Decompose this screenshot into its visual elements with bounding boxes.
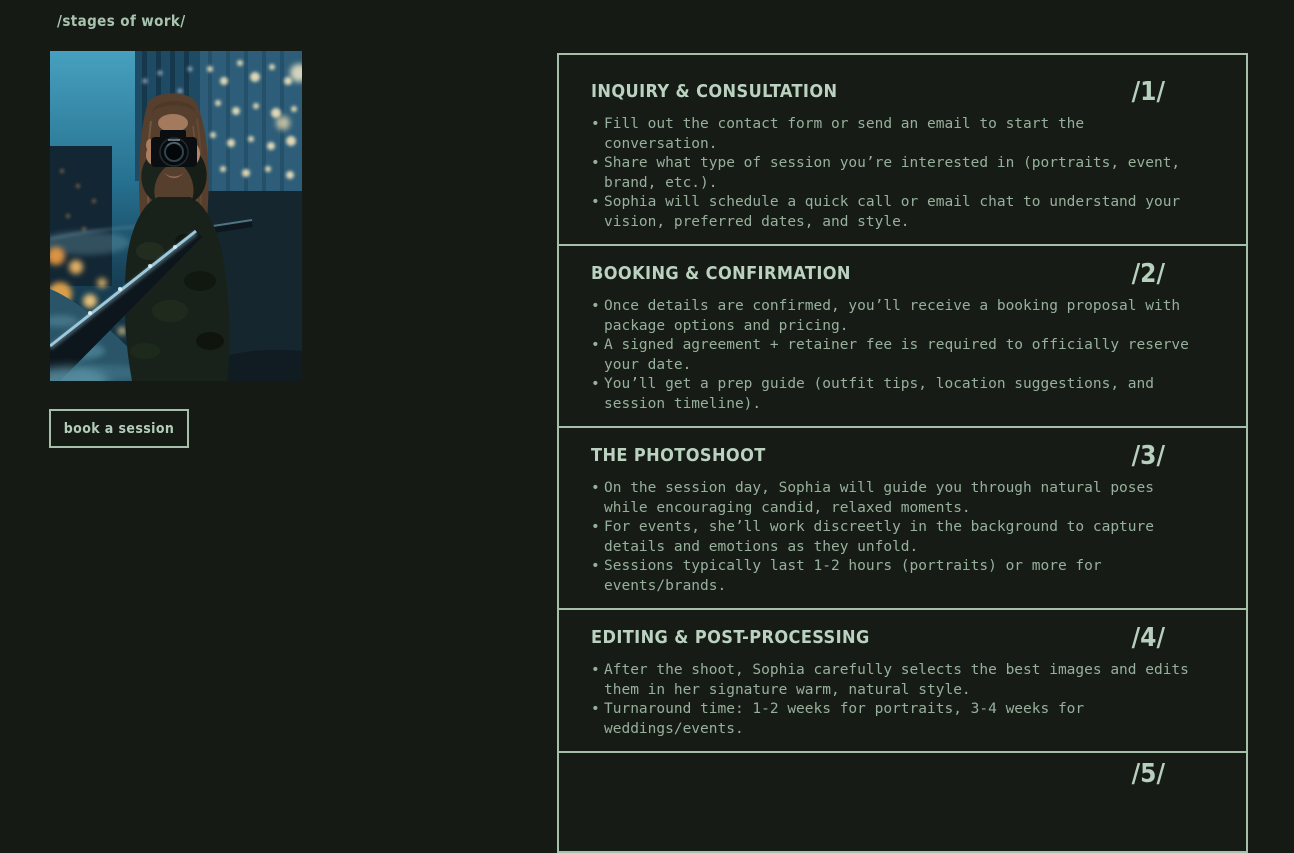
stage-title: BOOKING & CONFIRMATION — [591, 263, 851, 284]
stage-bullet: • Turnaround time: 1-2 weeks for portraits, 3-4 weeks for weddings/events. — [591, 700, 1201, 739]
stage-number: /5/ — [1131, 759, 1165, 789]
stage-title: THE PHOTOSHOOT — [591, 445, 766, 466]
stage-title: INQUIRY & CONSULTATION — [591, 81, 838, 102]
stage-section-4 — [559, 608, 1246, 751]
hero-photo-illustration — [50, 51, 302, 381]
stage-header — [591, 261, 1201, 287]
stage-number: /4/ — [1131, 623, 1165, 653]
stage-bullet-list — [591, 115, 1201, 232]
stage-section-3 — [559, 426, 1246, 608]
stage-bullet: • Share what type of session you’re interested in (portraits, event, brand, etc.). — [591, 154, 1201, 193]
stage-number: /3/ — [1131, 441, 1165, 471]
stages-panel — [557, 53, 1248, 853]
stage-section-2 — [559, 244, 1246, 426]
stage-bullet: • On the session day, Sophia will guide you through natural poses while encouraging candid, relaxed moments. — [591, 479, 1201, 518]
stage-bullet: • Sessions typically last 1-2 hours (portraits) or more for events/brands. — [591, 557, 1201, 596]
stage-header — [591, 79, 1201, 105]
stage-header — [591, 761, 1201, 787]
stage-bullet-list — [591, 479, 1201, 596]
page-title: /stages of work/ — [57, 12, 186, 30]
stage-bullet: • After the shoot, Sophia carefully selects the best images and edits them in her signature warm, natural style. — [591, 661, 1201, 700]
stage-bullet: • A signed agreement + retainer fee is required to officially reserve your date. — [591, 336, 1201, 375]
stage-bullet: • Fill out the contact form or send an email to start the conversation. — [591, 115, 1201, 154]
stage-bullet-list — [591, 297, 1201, 414]
right-building — [200, 51, 302, 201]
stage-bullet: • You’ll get a prep guide (outfit tips, location suggestions, and session timeline). — [591, 375, 1201, 414]
stage-bullet-list — [591, 661, 1201, 739]
stage-header — [591, 625, 1201, 651]
stage-section-5 — [559, 751, 1246, 799]
stage-bullet: • For events, she’ll work discreetly in the background to capture details and emotions as they unfold. — [591, 518, 1201, 557]
stage-title: EDITING & POST-PROCESSING — [591, 627, 870, 648]
stage-bullet: • Once details are confirmed, you’ll receive a booking proposal with package options and pricing. — [591, 297, 1201, 336]
stage-number: /1/ — [1131, 77, 1165, 107]
stage-number: /2/ — [1131, 259, 1165, 289]
stage-header — [591, 443, 1201, 469]
stage-section-1 — [559, 55, 1246, 244]
stage-bullet: • Sophia will schedule a quick call or email chat to understand your vision, preferred dates, and style. — [591, 193, 1201, 232]
hero-photo — [50, 51, 302, 381]
book-session-button[interactable]: book a session — [49, 409, 189, 448]
